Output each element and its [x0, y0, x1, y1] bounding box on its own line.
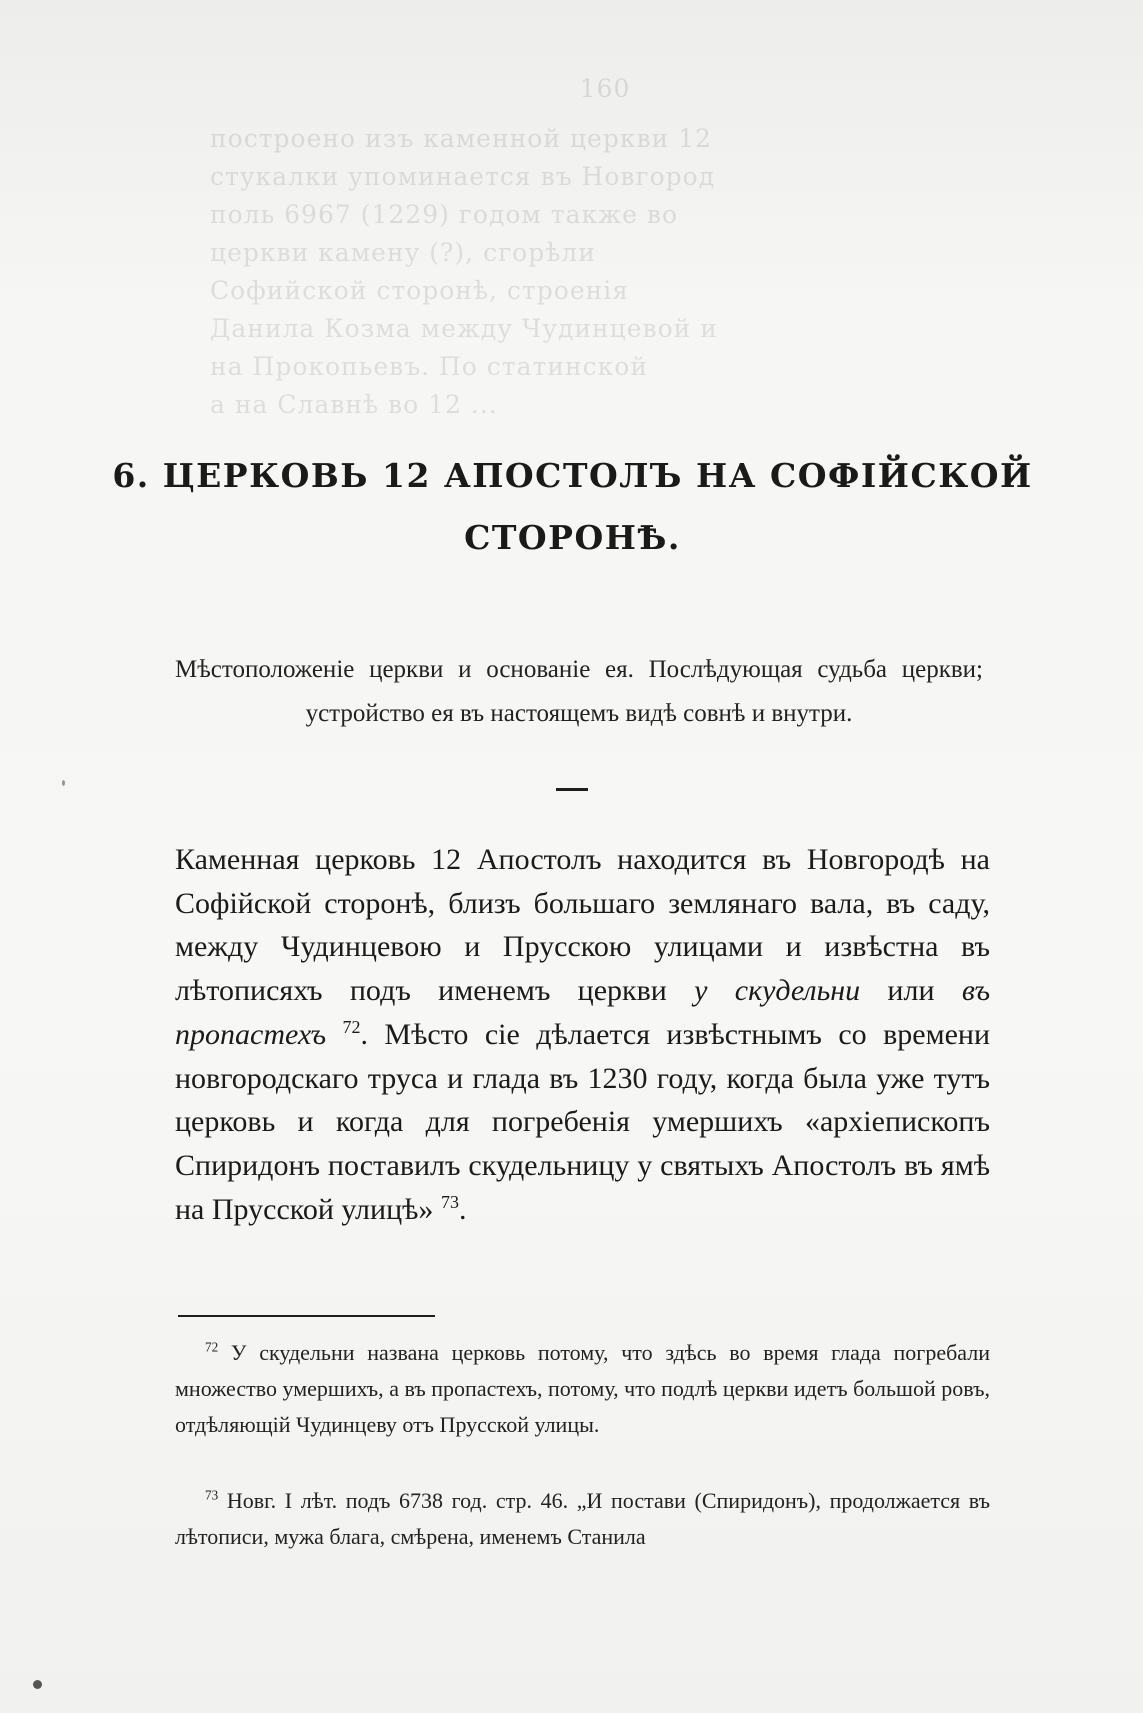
section-divider-dash	[556, 788, 588, 791]
footnote-72	[175, 1335, 990, 1443]
bleed-line: стукалки упоминается въ Новгород	[210, 162, 716, 191]
body-italic-term-2: въ пропастехъ	[175, 974, 991, 1051]
bleed-line: церкви камену (?), сгорѣли	[210, 238, 596, 267]
body-text-part-4: .	[458, 1192, 467, 1226]
paper-speck	[62, 780, 65, 786]
body-paragraph	[175, 838, 990, 1231]
bleed-line: построено изъ каменной церкви 12	[210, 124, 712, 153]
footnote-separator-rule	[178, 1315, 435, 1317]
bleed-line: а на Славнѣ во 12 ...	[210, 390, 498, 419]
footnote-ref-72[interactable]: 72	[342, 1016, 361, 1037]
body-text-part-2: или	[887, 974, 935, 1008]
bleed-through-text	[150, 70, 1000, 424]
footnote-73	[175, 1483, 990, 1555]
section-heading-line-2: СТОРОНѢ.	[464, 518, 681, 557]
section-summary: Мѣстоположеніе церкви и основаніе ея. Послѣдующая судьба церкви; устройство ея въ настоящемъ видѣ совнѣ и внутри.	[175, 656, 983, 727]
bleed-line: на Прокопьевъ. По статинской	[210, 352, 649, 381]
paper-speck	[33, 1680, 42, 1689]
body-text-part-3: . Мѣсто сіе дѣлается извѣстнымъ со времени новгородскаго труса и глада въ 1230 году, когда была уже тутъ церковь и когда для погребенія умершихъ «архіепископъ Спиридонъ поставилъ скудельницу у святыхъ Апостолъ въ ямѣ на Прусской улицѣ»	[175, 1017, 990, 1226]
bleed-line: Софийской сторонѣ, строенія	[210, 276, 630, 305]
bleed-line: поль 6967 (1229) годом также во	[210, 200, 679, 229]
footnote-text: У скудельни названа церковь потому, что здѣсь во время глада погребали множество умершихъ, а въ пропастехъ, потому, что подлѣ церкви идетъ большой ровъ, отдѣляющій Чудинцеву отъ Прусской улицы.	[175, 1340, 990, 1437]
footnote-number: 72	[205, 1339, 219, 1355]
footnote-text: Новг. I лѣт. подъ 6738 год. стр. 46. „И постави (Спиридонъ), продолжается въ лѣтописи, мужа блага, смѣрена, именемъ Станила	[175, 1488, 990, 1549]
footnote-number: 73	[205, 1487, 219, 1503]
footnote-ref-73[interactable]: 73	[440, 1191, 459, 1212]
body-italic-term-1: у скудельни	[694, 974, 861, 1008]
section-heading-line-1: 6. ЦЕРКОВЬ 12 АПОСТОЛЪ НА СОФІЙСКОЙ	[112, 456, 1033, 495]
section-heading	[110, 445, 1035, 569]
bleed-line: Данила Козма между Чудинцевой и	[210, 314, 718, 343]
bleed-page-number: 160	[579, 74, 631, 103]
body-text-part-1: Каменная церковь 12 Апостолъ находится въ Новгородѣ на Софійской сторонѣ, близъ большаго землянаго вала, въ саду, между Чудинцевою и Прусскою улицами и извѣстна въ лѣтописяхъ подъ именемъ церкви	[175, 843, 990, 1008]
